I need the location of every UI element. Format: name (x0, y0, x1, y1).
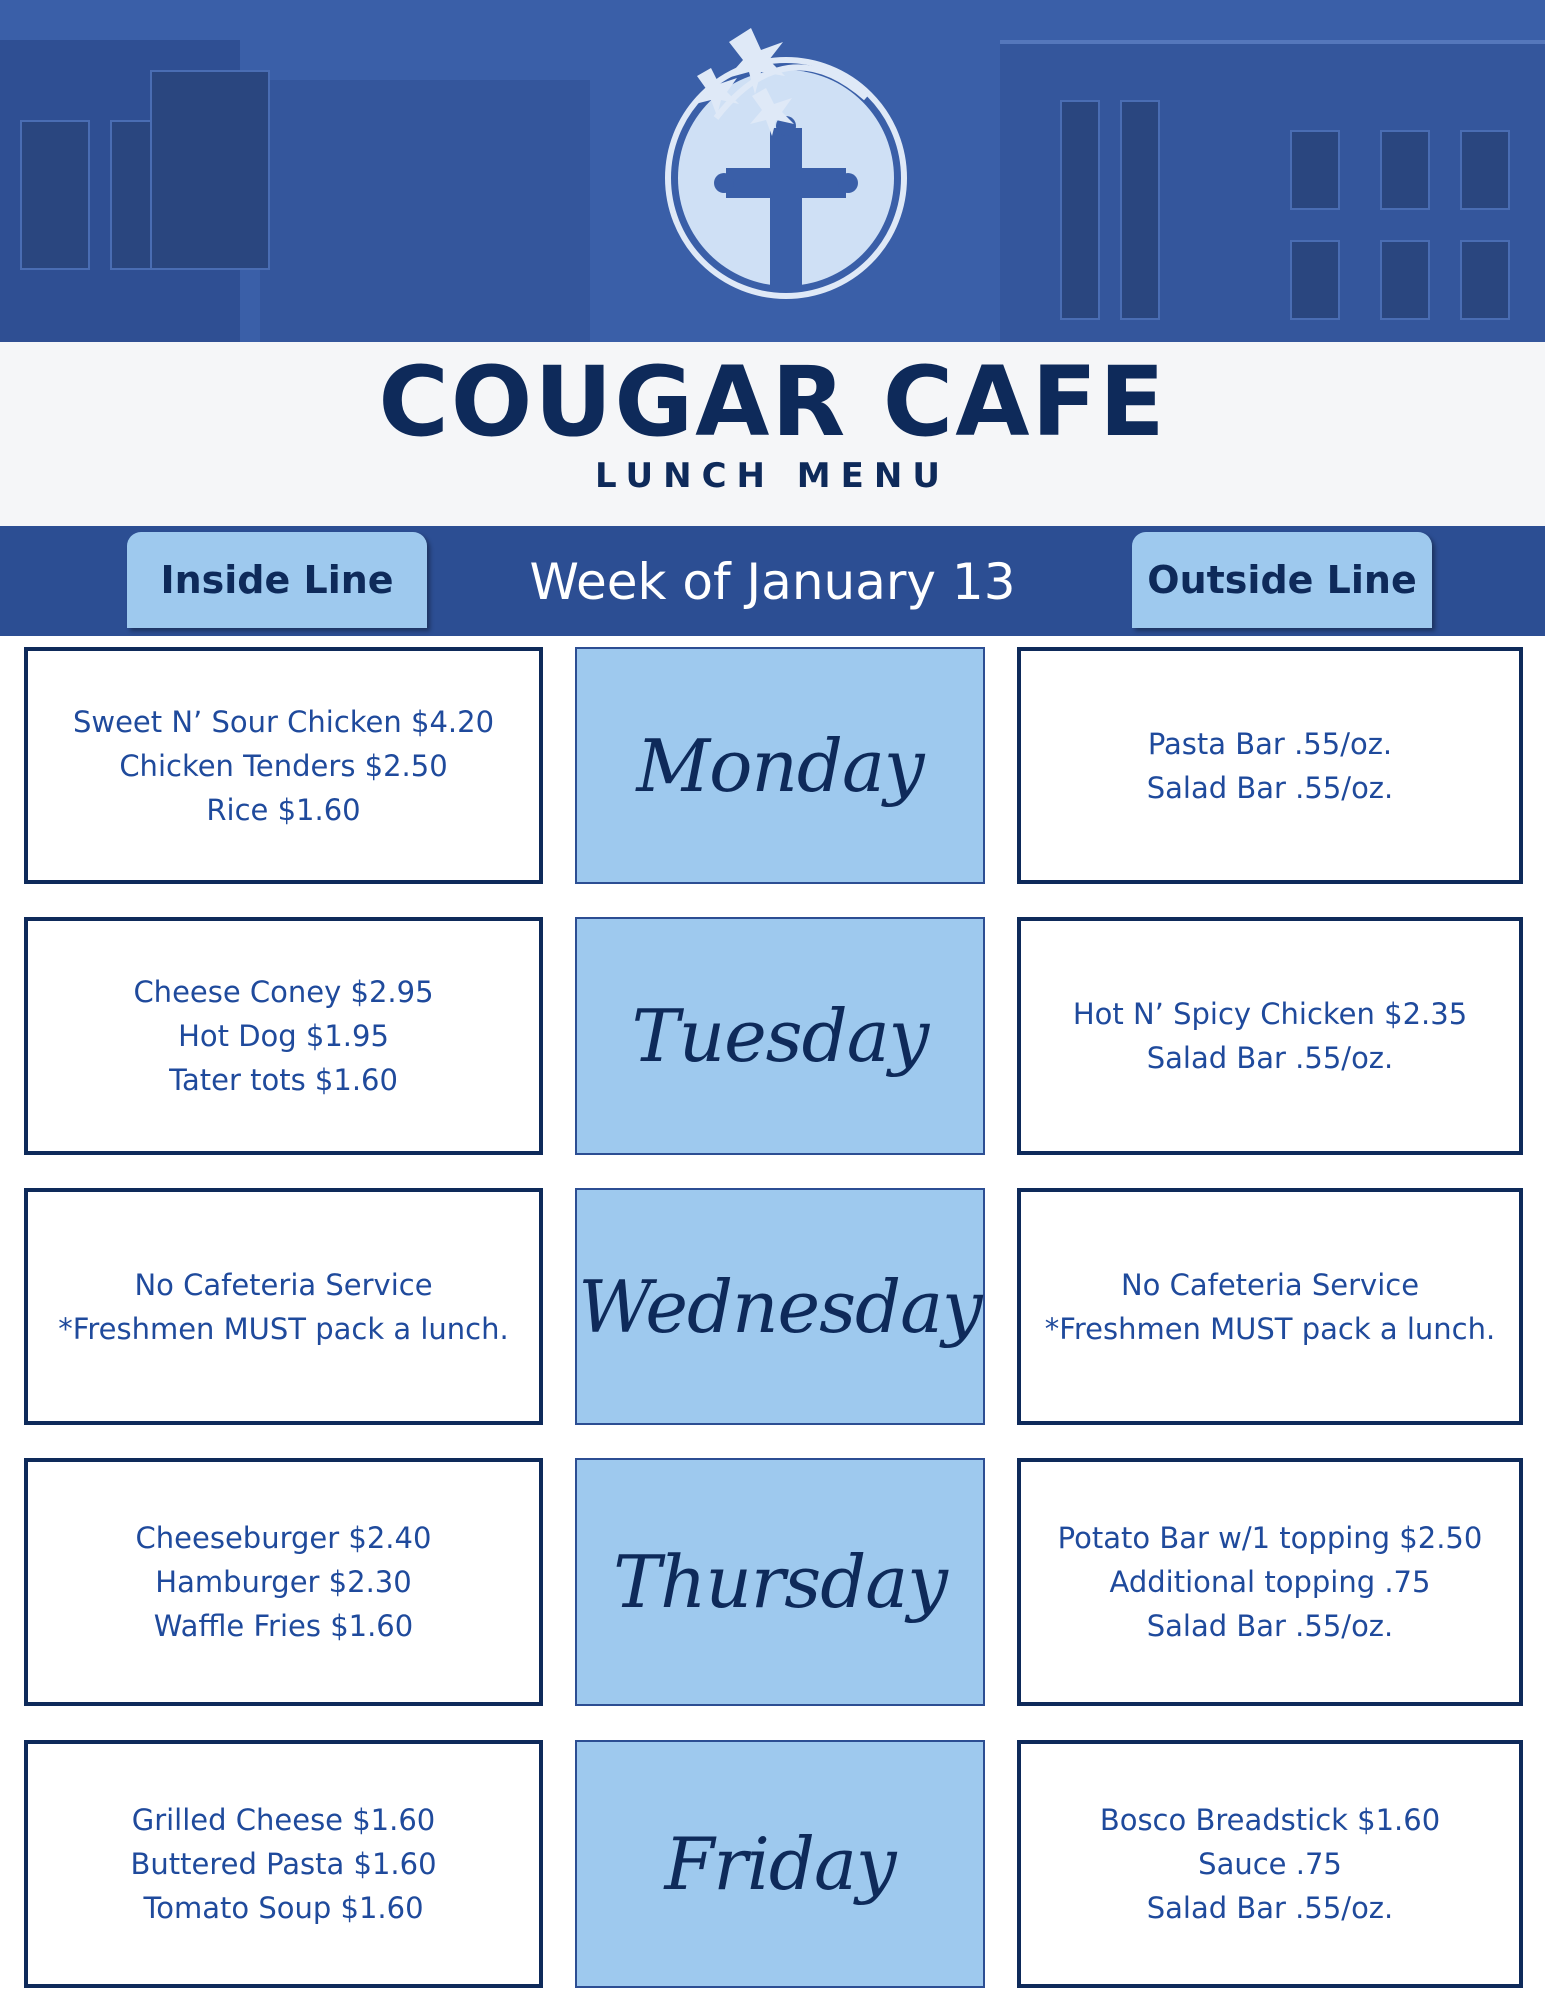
day-label-friday (575, 1740, 985, 1988)
building-window (150, 70, 270, 270)
menu-item: Chicken Tenders $2.50 (119, 748, 448, 783)
day-name: Wednesday (578, 1264, 982, 1349)
menu-item: Salad Bar .55/oz. (1146, 770, 1394, 805)
inside-menu-thursday (24, 1458, 543, 1706)
building-center-left (260, 80, 590, 342)
menu-item: *Freshmen MUST pack a lunch. (1044, 1311, 1496, 1346)
outside-menu-thursday (1017, 1458, 1523, 1706)
menu-item: Salad Bar .55/oz. (1146, 1041, 1394, 1075)
menu-item: Sweet N’ Sour Chicken $4.20 (72, 704, 495, 739)
outside-menu-wednesday (1017, 1188, 1523, 1425)
building-window (1290, 130, 1340, 210)
building-window (1120, 100, 1160, 320)
menu-item: Potato Bar w/1 topping $2.50 (1057, 1521, 1483, 1555)
menu-item: Waffle Fries $1.60 (153, 1609, 414, 1643)
building-window (1380, 240, 1430, 320)
inside-menu-tuesday (24, 917, 543, 1155)
inside-menu-friday (24, 1740, 543, 1988)
inside-menu-monday (24, 647, 543, 884)
menu-item: Salad Bar .55/oz. (1146, 1609, 1394, 1643)
page-subtitle: LUNCH MENU (595, 456, 950, 496)
menu-item: Pasta Bar .55/oz. (1147, 726, 1393, 761)
day-name: Tuesday (631, 994, 929, 1078)
menu-item: Hamburger $2.30 (155, 1565, 412, 1599)
day-name: Thursday (613, 1540, 947, 1624)
building-window (1380, 130, 1430, 210)
menu-item: Additional topping .75 (1109, 1565, 1431, 1599)
building-window (20, 120, 90, 270)
menu-item: No Cafeteria Service (1120, 1267, 1420, 1302)
menu-item: Hot N’ Spicy Chicken $2.35 (1072, 997, 1468, 1031)
menu-item: Buttered Pasta $1.60 (130, 1847, 437, 1881)
day-label-monday (575, 647, 985, 884)
day-name: Monday (636, 723, 924, 808)
school-logo-icon (656, 8, 916, 308)
menu-item: Tater tots $1.60 (169, 1063, 398, 1097)
day-label-tuesday (575, 917, 985, 1155)
menu-item: No Cafeteria Service (134, 1267, 433, 1302)
menu-item: Sauce .75 (1198, 1847, 1342, 1881)
menu-item: Salad Bar .55/oz. (1146, 1891, 1394, 1925)
building-roofline (1000, 40, 1545, 44)
menu-item: Bosco Breadstick $1.60 (1099, 1803, 1441, 1837)
menu-item: Tomato Soup $1.60 (143, 1891, 424, 1925)
day-label-wednesday (575, 1188, 985, 1425)
inside-line-tab: Inside Line (127, 532, 427, 628)
menu-item: Hot Dog $1.95 (178, 1019, 389, 1053)
menu-item: Grilled Cheese $1.60 (131, 1803, 436, 1837)
inside-menu-wednesday (24, 1188, 543, 1425)
menu-item: *Freshmen MUST pack a lunch. (58, 1311, 509, 1346)
building-window (1460, 240, 1510, 320)
outside-menu-tuesday (1017, 917, 1523, 1155)
outside-menu-friday (1017, 1740, 1523, 1988)
building-window (1460, 130, 1510, 210)
menu-item: Cheese Coney $2.95 (133, 975, 434, 1009)
page-title: COUGAR CAFE (378, 346, 1167, 458)
day-label-thursday (575, 1458, 985, 1706)
building-window (1290, 240, 1340, 320)
outside-menu-monday (1017, 647, 1523, 884)
outside-line-tab: Outside Line (1132, 532, 1432, 628)
building-window (1060, 100, 1100, 320)
menu-item: Cheeseburger $2.40 (135, 1521, 432, 1555)
day-name: Friday (664, 1822, 896, 1906)
week-label: Week of January 13 (529, 553, 1016, 611)
header-banner (0, 0, 1545, 342)
menu-item: Rice $1.60 (206, 792, 361, 827)
